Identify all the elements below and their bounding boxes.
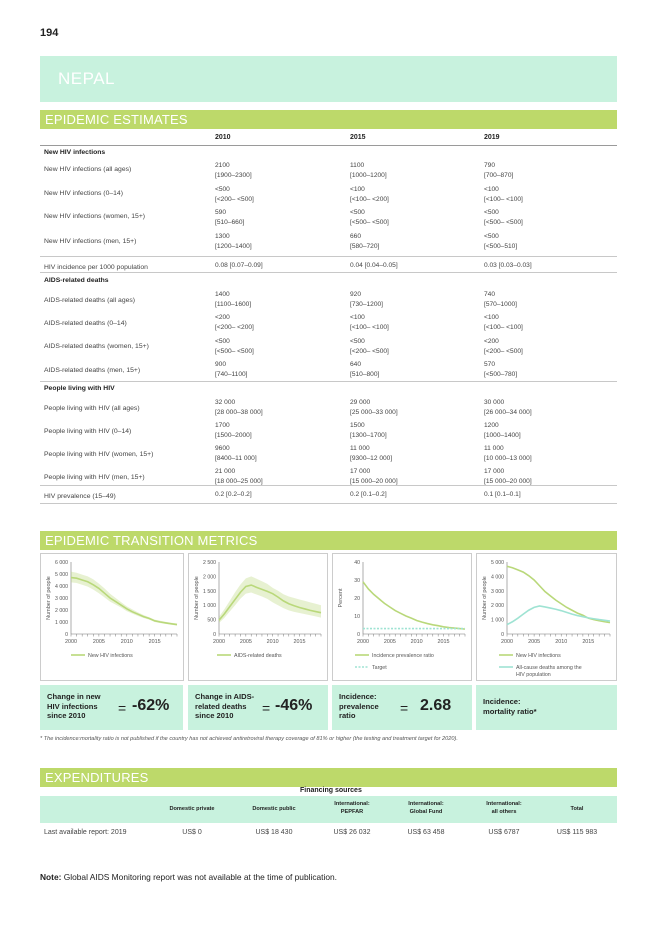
table-rule <box>40 145 617 146</box>
cell-range: [<500– <500] <box>350 218 389 226</box>
cell-range: [<100– <200] <box>350 195 389 203</box>
y-tick-label: 0 <box>357 632 360 638</box>
column-header-line: Total <box>570 806 584 812</box>
row-label: AIDS-related deaths (all ages) <box>44 297 136 304</box>
cell-range: [510–660] <box>215 218 245 226</box>
cell-value: <500 <box>215 186 230 193</box>
x-tick-label: 2015 <box>293 639 306 645</box>
y-tick-label: 20 <box>354 596 360 602</box>
table-cell <box>215 290 251 309</box>
table-cell <box>484 421 521 440</box>
cell-range: [<500–780] <box>484 370 518 378</box>
metric-label <box>195 692 254 721</box>
cell-range: [730–1200] <box>350 300 384 308</box>
x-tick-label: 2000 <box>357 639 369 645</box>
cell-range: [18 000–25 000] <box>215 477 263 485</box>
table-rule <box>40 381 617 382</box>
y-tick-label: 10 <box>354 614 360 620</box>
cell-range: [1500–2000] <box>215 431 252 439</box>
chart-4 <box>476 553 617 681</box>
cell-value: 590 <box>215 209 227 216</box>
cell-value: 0.03 [0.03–0.03] <box>484 262 532 269</box>
cell-range: [<500– <500] <box>215 347 254 355</box>
cell-range: [570–1000] <box>484 300 518 308</box>
table-cell <box>484 261 532 271</box>
cell-value: 920 <box>350 291 362 298</box>
y-tick-label: 2 500 <box>203 560 216 566</box>
cell-range: [1100–1600] <box>215 300 252 308</box>
cell-range: [<100– <100] <box>350 323 389 331</box>
expenditure-column-header <box>386 801 466 816</box>
y-tick-label: 3 000 <box>55 596 68 602</box>
x-tick-label: 2000 <box>213 639 225 645</box>
cell-value: <500 <box>215 338 230 345</box>
series-line-1 <box>363 582 465 629</box>
table-cell <box>215 421 252 440</box>
cell-value: 1300 <box>215 233 230 240</box>
cell-value: 900 <box>215 361 227 368</box>
row-label: AIDS-related deaths (men, 15+) <box>44 367 141 374</box>
series-line-2 <box>507 606 610 625</box>
cell-value: 790 <box>484 162 496 169</box>
uncertainty-band <box>71 572 177 626</box>
cell-range: [<500–510] <box>484 242 518 250</box>
row-label: HIV prevalence (15–49) <box>44 493 116 500</box>
legend-label: AIDS-related deaths <box>234 653 282 659</box>
metric-label-line: since 2010 <box>47 711 86 720</box>
column-year: 2010 <box>215 134 231 141</box>
cell-range: [<100– <100] <box>484 323 523 331</box>
row-label: People living with HIV (women, 15+) <box>44 451 154 458</box>
cell-value: 740 <box>484 291 496 298</box>
cell-range: [1000–1200] <box>350 171 387 179</box>
cell-value: 21 000 <box>215 468 236 475</box>
cell-value: 29 000 <box>350 399 371 406</box>
expenditure-value: US$ 6787 <box>488 829 520 836</box>
column-header-line: International: <box>334 801 370 807</box>
metric-label-line: prevalence <box>339 701 379 711</box>
x-tick-label: 2000 <box>501 639 513 645</box>
expenditure-value: US$ 63 458 <box>407 829 445 836</box>
cell-range: [10 000–13 000] <box>484 454 532 462</box>
x-tick-label: 2005 <box>92 639 105 645</box>
metric-value: -46% <box>275 697 313 714</box>
column-year: 2015 <box>350 134 366 141</box>
x-tick-label: 2005 <box>239 639 252 645</box>
expenditure-value: US$ 26 032 <box>333 829 371 836</box>
table-rule <box>40 485 617 486</box>
column-header-line: all others <box>491 808 517 815</box>
cell-range: [1900–2300] <box>215 171 252 179</box>
table-cell <box>215 161 252 180</box>
section-title: EXPENDITURES <box>45 770 149 785</box>
cell-range: [580–720] <box>350 242 380 250</box>
cell-value: 570 <box>484 361 496 368</box>
chart-3 <box>332 553 472 681</box>
column-header-line: Global Fund <box>409 808 443 815</box>
section-title: EPIDEMIC ESTIMATES <box>45 112 188 127</box>
cell-value: 640 <box>350 361 362 368</box>
page-number: 194 <box>40 27 59 39</box>
cell-value: <200 <box>484 338 499 345</box>
row-label: AIDS-related deaths (0–14) <box>44 320 127 327</box>
x-tick-label: 2000 <box>65 639 77 645</box>
group-title: People living with HIV <box>44 385 115 392</box>
table-cell <box>215 261 263 271</box>
row-label: People living with HIV (0–14) <box>44 428 132 435</box>
table-cell <box>350 337 389 356</box>
cell-value: 1400 <box>215 291 230 298</box>
table-cell <box>484 232 517 251</box>
x-tick-label: 2010 <box>555 639 568 645</box>
table-cell <box>215 232 252 251</box>
expenditure-value: US$ 115 983 <box>556 829 598 836</box>
table-cell <box>484 360 517 379</box>
cell-value: 1200 <box>484 422 499 429</box>
metric-box <box>40 685 183 730</box>
y-tick-label: 1 000 <box>203 603 216 610</box>
row-label: HIV incidence per 1000 population <box>44 264 148 271</box>
cell-range: [28 000–38 000] <box>215 408 263 416</box>
cell-range: [26 000–34 000] <box>484 408 532 416</box>
expenditure-column-header <box>312 801 392 816</box>
chart-svg <box>41 554 185 682</box>
legend-label: New HIV infections <box>88 653 133 659</box>
row-label: New HIV infections (all ages) <box>44 166 132 173</box>
cell-range: [8400–11 000] <box>215 454 257 462</box>
chart-svg <box>477 554 618 682</box>
metric-value: -62% <box>132 697 170 714</box>
y-tick-label: 4 000 <box>491 574 504 581</box>
expenditure-value: US$ 0 <box>182 829 202 836</box>
table-cell <box>350 313 389 332</box>
cell-value: 1100 <box>350 162 365 169</box>
metric-label <box>339 692 379 721</box>
cell-range: [1000–1400] <box>484 431 521 439</box>
cell-value: 0.1 [0.1–0.1] <box>484 491 521 498</box>
table-cell <box>215 208 244 227</box>
y-tick-label: 1 000 <box>491 617 504 624</box>
metric-equals: = <box>400 700 409 716</box>
x-tick-label: 2005 <box>383 639 396 645</box>
metric-box <box>188 685 328 730</box>
cell-range: [<200– <500] <box>484 347 523 355</box>
cell-range: [<100– <100] <box>484 195 523 203</box>
column-header-line: PEPFAR <box>340 808 364 815</box>
group-title: AIDS-related deaths <box>44 277 109 284</box>
x-tick-label: 2010 <box>410 639 423 645</box>
chart-1 <box>40 553 184 681</box>
metric-label-line: mortality ratio* <box>483 706 537 716</box>
cell-value: <100 <box>484 314 499 321</box>
table-cell <box>215 490 252 500</box>
metric-box <box>332 685 472 730</box>
table-cell <box>350 360 379 379</box>
section-epidemic-estimates <box>40 110 617 129</box>
table-cell <box>484 290 517 309</box>
cell-range: [1200–1400] <box>215 242 252 250</box>
cell-value: <500 <box>350 338 365 345</box>
legend-label: All-cause deaths among the <box>516 665 582 671</box>
cell-range: [1300–1700] <box>350 431 387 439</box>
x-tick-label: 2015 <box>437 639 450 645</box>
legend-label: Incidence prevalence ratio <box>372 653 434 659</box>
table-cell <box>484 161 513 180</box>
table-cell <box>350 185 389 204</box>
column-header-line: International: <box>408 801 444 807</box>
y-tick-label: 0 <box>501 632 504 638</box>
table-cell <box>484 398 532 417</box>
cell-range: [<200– <200] <box>215 323 254 331</box>
row-label: New HIV infections (women, 15+) <box>44 213 146 220</box>
expenditure-column-header <box>234 806 314 814</box>
cell-value: 0.2 [0.2–0.2] <box>215 491 252 498</box>
footnote: * The incidence:mortality ratio is not published if the country has not achieved antiretroviral therapy coverage of 81% or higher (the testing and treatment target for 2020). <box>40 736 458 742</box>
metric-label-line: Incidence: <box>483 697 521 706</box>
cell-value: <100 <box>484 186 499 193</box>
cell-range: [25 000–33 000] <box>350 408 398 416</box>
cell-range: [9300–12 000] <box>350 454 393 462</box>
metric-label-line: ratio <box>339 711 356 720</box>
expenditure-value: US$ 18 430 <box>255 829 293 836</box>
expenditure-row-label: Last available report: 2019 <box>44 829 127 836</box>
section-title: EPIDEMIC TRANSITION METRICS <box>45 533 258 548</box>
table-cell <box>484 444 532 463</box>
table-cell <box>350 444 392 463</box>
financing-sources-header: Financing sources <box>300 787 362 794</box>
table-cell <box>350 490 387 500</box>
metric-label-line: Change in new <box>47 692 101 701</box>
x-tick-label: 2015 <box>148 639 161 645</box>
table-cell <box>484 467 532 486</box>
table-cell <box>215 398 263 417</box>
metric-label-line: HIV infections <box>47 701 98 711</box>
country-name: NEPAL <box>58 69 115 88</box>
y-tick-label: 3 000 <box>491 588 504 595</box>
cell-value: <500 <box>484 209 499 216</box>
country-banner <box>40 56 617 102</box>
table-cell <box>484 313 523 332</box>
table-cell <box>350 232 379 251</box>
metric-label-line: since 2010 <box>195 711 234 720</box>
column-header-line: International: <box>486 801 522 807</box>
cell-value: 0.04 [0.04–0.05] <box>350 262 398 269</box>
column-year: 2019 <box>484 134 500 141</box>
cell-value: 32 000 <box>215 399 236 406</box>
y-tick-label: 5 000 <box>491 560 504 566</box>
cell-value: 660 <box>350 233 362 240</box>
metric-equals: = <box>262 700 271 716</box>
table-cell <box>350 421 387 440</box>
y-axis-label: Percent <box>338 588 344 608</box>
cell-value: <500 <box>350 209 365 216</box>
cell-range: [510–800] <box>350 370 380 378</box>
metric-label-line: Incidence: <box>339 692 377 701</box>
expenditure-column-header <box>464 801 544 816</box>
metric-label <box>47 692 101 721</box>
y-tick-label: 30 <box>354 578 360 584</box>
cell-value: 0.2 [0.1–0.2] <box>350 491 387 498</box>
table-cell <box>215 337 254 356</box>
y-tick-label: 6 000 <box>55 560 68 566</box>
y-tick-label: 2 000 <box>203 574 216 581</box>
legend-label: HIV population <box>516 672 551 678</box>
row-label: New HIV infections (0–14) <box>44 190 123 197</box>
cell-value: 1500 <box>350 422 365 429</box>
y-tick-label: 1 000 <box>55 620 68 626</box>
chart-svg <box>189 554 329 682</box>
cell-value: <500 <box>484 233 499 240</box>
table-cell <box>215 467 263 486</box>
metric-box <box>476 685 617 730</box>
note-text: Global AIDS Monitoring report was not available at the time of publication. <box>61 872 337 882</box>
cell-value: 30 000 <box>484 399 505 406</box>
y-tick-label: 2 000 <box>55 608 68 614</box>
table-rule <box>40 503 617 504</box>
table-cell <box>350 161 387 180</box>
table-cell <box>484 185 523 204</box>
table-cell <box>350 208 389 227</box>
y-axis-label: Number of people <box>482 576 488 620</box>
table-rule <box>40 272 617 273</box>
table-rule <box>40 256 617 257</box>
expenditure-column-header <box>152 806 232 814</box>
x-tick-label: 2010 <box>266 639 279 645</box>
cell-range: [<200– <500] <box>350 347 389 355</box>
cell-value: <100 <box>350 314 365 321</box>
x-tick-label: 2015 <box>582 639 595 645</box>
table-cell <box>484 490 521 500</box>
y-tick-label: 0 <box>65 632 68 638</box>
y-tick-label: 4 000 <box>55 584 68 590</box>
x-tick-label: 2005 <box>528 639 541 645</box>
metric-equals: = <box>118 700 127 716</box>
table-cell <box>350 398 398 417</box>
cell-range: [15 000–20 000] <box>484 477 532 485</box>
legend-label: Target <box>372 665 387 671</box>
table-cell <box>215 185 254 204</box>
chart-2 <box>188 553 328 681</box>
x-tick-label: 2010 <box>120 639 133 645</box>
cell-value: 11 000 <box>484 445 504 452</box>
legend-label: New HIV infections <box>516 653 561 659</box>
y-tick-label: 2 000 <box>491 603 504 610</box>
y-tick-label: 0 <box>213 632 216 638</box>
column-header-line: Domestic private <box>169 806 215 812</box>
cell-value: 17 000 <box>484 468 505 475</box>
group-title: New HIV infections <box>44 149 106 156</box>
cell-value: 0.08 [0.07–0.09] <box>215 262 263 269</box>
y-tick-label: 40 <box>354 560 360 566</box>
chart-svg <box>333 554 473 682</box>
table-cell <box>215 313 254 332</box>
cell-value: 2100 <box>215 162 230 169</box>
row-label: New HIV infections (men, 15+) <box>44 238 137 245</box>
cell-value: <100 <box>350 186 365 193</box>
y-axis-label: Number of people <box>46 576 52 620</box>
metric-value: 2.68 <box>420 697 452 714</box>
table-cell <box>484 208 523 227</box>
cell-range: [740–1100] <box>215 370 248 378</box>
y-axis-label: Number of people <box>194 576 200 620</box>
row-label: AIDS-related deaths (women, 15+) <box>44 343 149 350</box>
row-label: People living with HIV (all ages) <box>44 405 140 412</box>
column-header-line: Domestic public <box>252 806 296 812</box>
cell-value: <200 <box>215 314 230 321</box>
metric-label-line: Change in AIDS- <box>195 692 255 701</box>
cell-range: [15 000–20 000] <box>350 477 398 485</box>
cell-value: 1700 <box>215 422 230 429</box>
note <box>40 872 337 882</box>
cell-range: [<500– <500] <box>484 218 523 226</box>
table-cell <box>484 337 523 356</box>
table-cell <box>350 261 398 271</box>
cell-range: [<200– <500] <box>215 195 254 203</box>
cell-range: [700–870] <box>484 171 514 179</box>
table-cell <box>350 290 383 309</box>
metric-label-line: related deaths <box>195 701 247 711</box>
cell-value: 9600 <box>215 445 230 452</box>
y-tick-label: 5 000 <box>55 572 68 578</box>
section-expenditures <box>40 768 617 787</box>
section-transition-metrics <box>40 531 617 550</box>
cell-value: 11 000 <box>350 445 370 452</box>
table-cell <box>215 444 257 463</box>
expenditure-column-header <box>537 806 617 814</box>
y-tick-label: 1 500 <box>203 588 216 595</box>
row-label: People living with HIV (men, 15+) <box>44 474 145 481</box>
metric-label <box>483 697 537 716</box>
table-cell <box>350 467 398 486</box>
cell-value: 17 000 <box>350 468 371 475</box>
y-tick-label: 500 <box>207 617 216 624</box>
table-cell <box>215 360 248 379</box>
note-label: Note: <box>40 872 62 882</box>
